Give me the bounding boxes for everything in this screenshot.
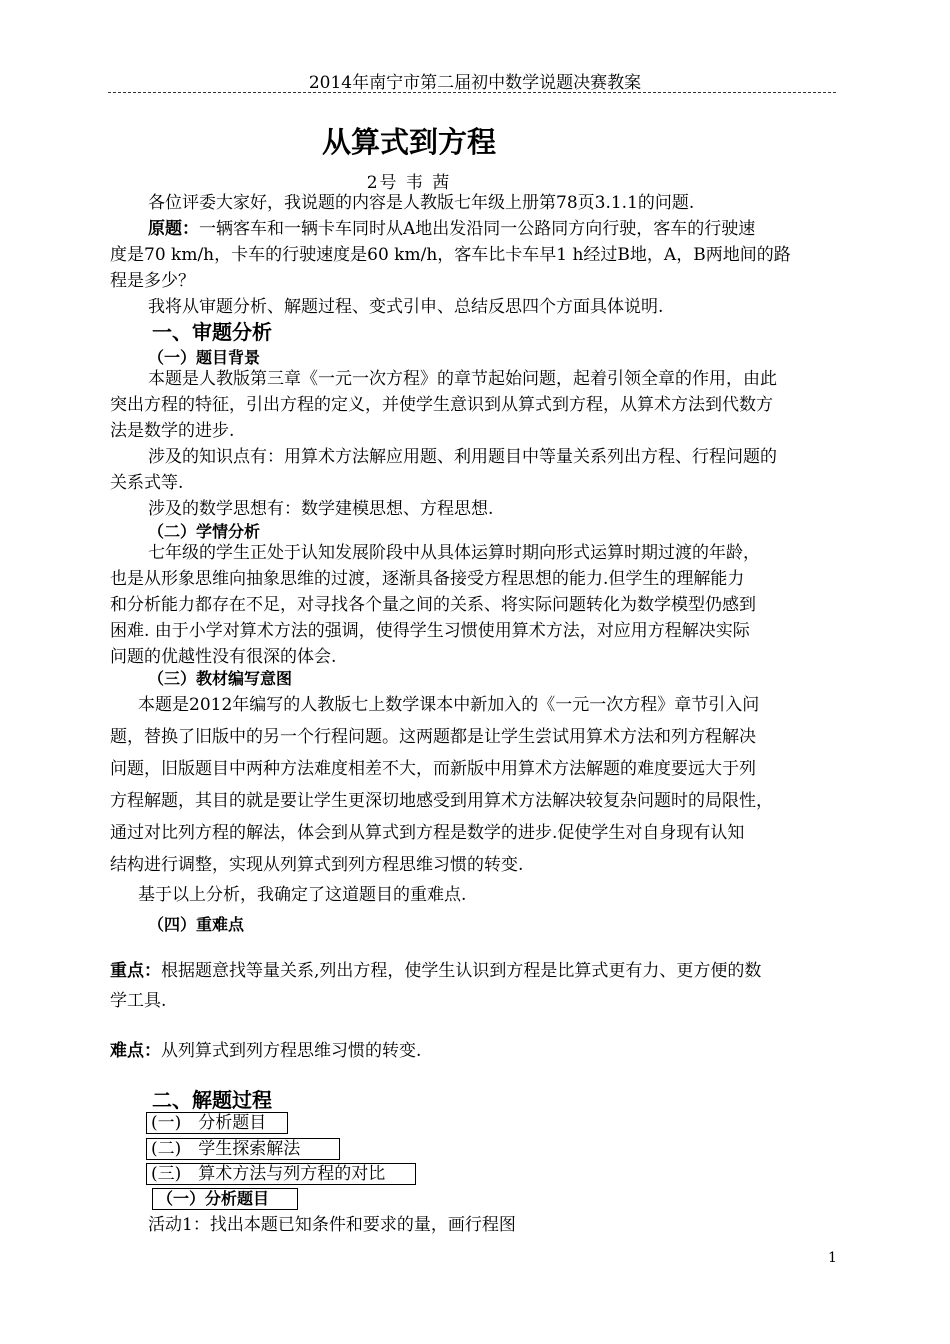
intent-summary: 基于以上分析，我确定了这道题目的重难点. (138, 885, 467, 905)
subsection-3-heading: （三）教材编写意图 (148, 669, 293, 688)
overview-paragraph: 我将从审题分析、解题过程、变式引申、总结反思四个方面具体说明. (148, 297, 664, 317)
toc-item-3: (三) 算术方法与列方程的对比 (146, 1163, 416, 1185)
background-line-3: 法是数学的进步. (110, 421, 235, 441)
problem-line-2: 度是70 km/h，卡车的行驶速度是60 km/h，客车比卡车早1 h经过B地，A，B两地间的路 (110, 245, 791, 265)
problem-line-3: 程是多少？ (110, 271, 195, 291)
intent-line-3: 问题，旧版题目中两种方法难度相差不大，而新版中用算术方法解题的难度要远大于列 (110, 759, 756, 779)
problem-line-1 (148, 216, 755, 242)
student-line-4: 困难. 由于小学对算术方法的强调，使得学生习惯使用算术方法，对应用方程解决实际 (110, 621, 750, 641)
activity-line: 活动1：找出本题已知条件和要求的量，画行程图 (148, 1215, 516, 1235)
thinking-line: 涉及的数学思想有：数学建模思想、方程思想. (148, 499, 494, 519)
subsection-4-heading: （四）重难点 (148, 915, 245, 934)
problem-text-1: 一辆客车和一辆卡车同时从A地出发沿同一公路同方向行驶，客车的行驶速 (199, 219, 756, 239)
background-line-2: 突出方程的特征，引出方程的定义，并使学生意识到从算式到方程，从算术方法到代数方 (110, 395, 773, 415)
problem-label: 原题： (148, 219, 199, 239)
intro-paragraph: 各位评委大家好，我说题的内容是人教版七年级上册第78页3.1.1的问题. (148, 193, 695, 213)
key-point-label: 重点： (110, 961, 161, 981)
intent-line-2: 题，替换了旧版中的另一个行程问题。这两题都是让学生尝试用算术方法和列方程解决 (110, 727, 756, 747)
student-line-2: 也是从形象思维向抽象思维的过渡，逐渐具备接受方程思想的能力.但学生的理解能力 (110, 569, 745, 589)
page-number: 1 (828, 1250, 837, 1266)
document-title: 从算式到方程 (321, 125, 496, 159)
difficulty-text: 从列算式到列方程思维习惯的转变. (161, 1041, 422, 1061)
subsection-1-heading: （一）题目背景 (148, 348, 261, 367)
student-line-5: 问题的优越性没有很深的体会. (110, 647, 337, 667)
toc-item-2: (二) 学生探索解法 (146, 1138, 340, 1160)
section-1-heading: 一、审题分析 (152, 320, 272, 344)
difficulty-label: 难点： (110, 1041, 161, 1061)
student-line-1: 七年级的学生正处于认知发展阶段中从具体运算时期向形式运算时期过渡的年龄， (148, 543, 760, 563)
page-header: 2014年南宁市第二届初中数学说题决赛教案 (308, 73, 642, 93)
intent-line-1: 本题是2012年编写的人教版七上数学课本中新加入的《一元一次方程》章节引入问 (138, 695, 760, 715)
difficulty-line (110, 1036, 421, 1066)
background-line-1: 本题是人教版第三章《一元一次方程》的章节起始问题，起着引领全章的作用，由此 (148, 369, 777, 389)
subsection-2-heading: （二）学情分析 (148, 522, 261, 541)
student-line-3: 和分析能力都存在不足，对寻找各个量之间的关系、将实际问题转化为数学模型仍感到 (110, 595, 756, 615)
intent-line-6: 结构进行调整，实现从列算式到列方程思维习惯的转变. (110, 855, 524, 875)
knowledge-line-2: 关系式等. (110, 473, 184, 493)
header-rule (108, 92, 836, 93)
key-point-line-2: 学工具. (110, 991, 167, 1011)
intent-line-4: 方程解题，其目的就是要让学生更深切地感受到用算术方法解决较复杂问题时的局限性， (110, 791, 773, 811)
knowledge-line-1: 涉及的知识点有：用算术方法解应用题、利用题目中等量关系列出方程、行程问题的 (148, 447, 777, 467)
key-point-text: 根据题意找等量关系,列出方程，使学生认识到方程是比算式更有力、更方便的数 (161, 961, 762, 981)
toc-item-1: (一) 分析题目 (146, 1112, 288, 1134)
subsection-analysis-heading: （一）分析题目 (152, 1188, 298, 1210)
author-line: 2号 韦 茜 (366, 173, 452, 193)
key-point-line-1 (110, 956, 761, 986)
intent-line-5: 通过对比列方程的解法，体会到从算式到方程是数学的进步.促使学生对自身现有认知 (110, 823, 745, 843)
section-2-heading: 二、解题过程 (152, 1088, 272, 1112)
